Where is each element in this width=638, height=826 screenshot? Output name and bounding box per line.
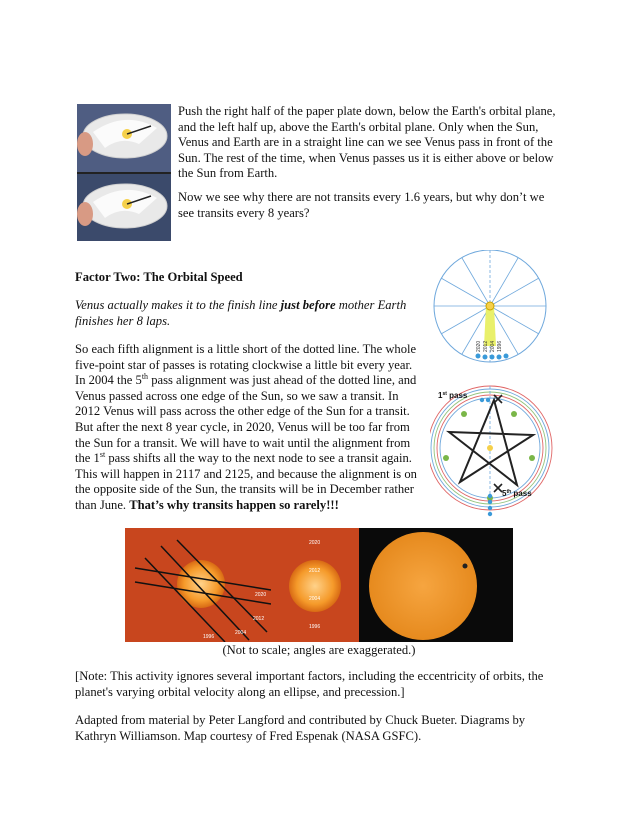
intro-paragraph: Push the right half of the paper plate down, below the Earth's orbital plane, and the left half up, above the Earth's orbital plane. Only when the Sun, Venus and Earth are in a straight line can we see Venus pass in front of the Sun. The rest of the time, when Venus passes us it is either above or below the Sun from Earth. [178, 104, 556, 181]
wheel-label-2004: 2004 [490, 340, 496, 352]
strip-mid-2020: 2020 [309, 540, 321, 546]
orbit-wheel-diagram [430, 250, 554, 375]
wheel-label-2020: 2020 [476, 340, 482, 352]
section-heading: Factor Two: The Orbital Speed [75, 270, 243, 284]
strip-left-2004: 2004 [235, 630, 247, 636]
strip-mid-2012: 2012 [309, 568, 321, 574]
pentagram-orbit-diagram [430, 380, 554, 525]
credit-paragraph: Adapted from material by Peter Langford and contributed by Chuck Bueter. Diagrams by Kathryn Williamson. Map courtesy of Fred Espenak (NASA GSFC). [75, 713, 526, 743]
transit-image-strip [125, 528, 513, 642]
rarely-conclusion: That’s why transits happen so rarely!!! [129, 497, 339, 512]
body-text-a: So each fifth alignment is a little short of the dotted line. The whole five-point star of passes is rotating clockwise a little bit every year. In 2004 the 5 [75, 342, 417, 388]
superscript-th: th [141, 372, 149, 381]
strip-mid-2004: 2004 [309, 596, 321, 602]
strip-left-2020: 2020 [255, 592, 267, 598]
first-pass-label: 1st pass [438, 391, 468, 400]
body-text-b: pass alignment was just ahead of the dotted line, and Venus passed across one edge of the Sun, so we saw a transit. In 2012 Venus will pass across the other edge of the Sun for a transit. But after the next 8 year cycle, in 2020, Venus will be too far from the Sun for a transit. We will have to wait until the alignment from the 1 [75, 373, 417, 466]
superscript-st: st [99, 449, 106, 459]
italic-text-b: mother Earth finishes her 8 laps. [75, 298, 407, 328]
italic-text-a: Venus actually makes it to the finish line [75, 298, 281, 312]
wheel-label-2012: 2012 [483, 340, 489, 352]
strip-mid-1996: 1996 [309, 624, 321, 630]
wheel-label-1996: 1996 [497, 340, 503, 352]
question-paragraph: Now we see why there are not transits every 1.6 years, but why don’t we see transits every 8 years? [178, 190, 545, 220]
finish-line-paragraph [75, 298, 420, 329]
strip-left-2012: 2012 [253, 616, 265, 622]
italic-bold-text: just before [280, 298, 336, 312]
figure-caption: (Not to scale; angles are exaggerated.) [222, 643, 416, 657]
fifth-pass-label: 5th pass [502, 489, 532, 498]
body-text-c: pass shifts all the way to the next node to see a transit again. This will happen in 2117 and 2125, and because the alignment is on the opposite side of the Sun, the transits will be in December rather than June. [75, 451, 417, 512]
note-paragraph: [Note: This activity ignores several important factors, including the eccentricity of orbits, the planet's varying orbital velocity along an ellipse, and precession.] [75, 669, 544, 699]
paper-plate-photos [77, 104, 171, 241]
alignment-paragraph [75, 342, 420, 514]
strip-left-1996: 1996 [203, 634, 215, 640]
